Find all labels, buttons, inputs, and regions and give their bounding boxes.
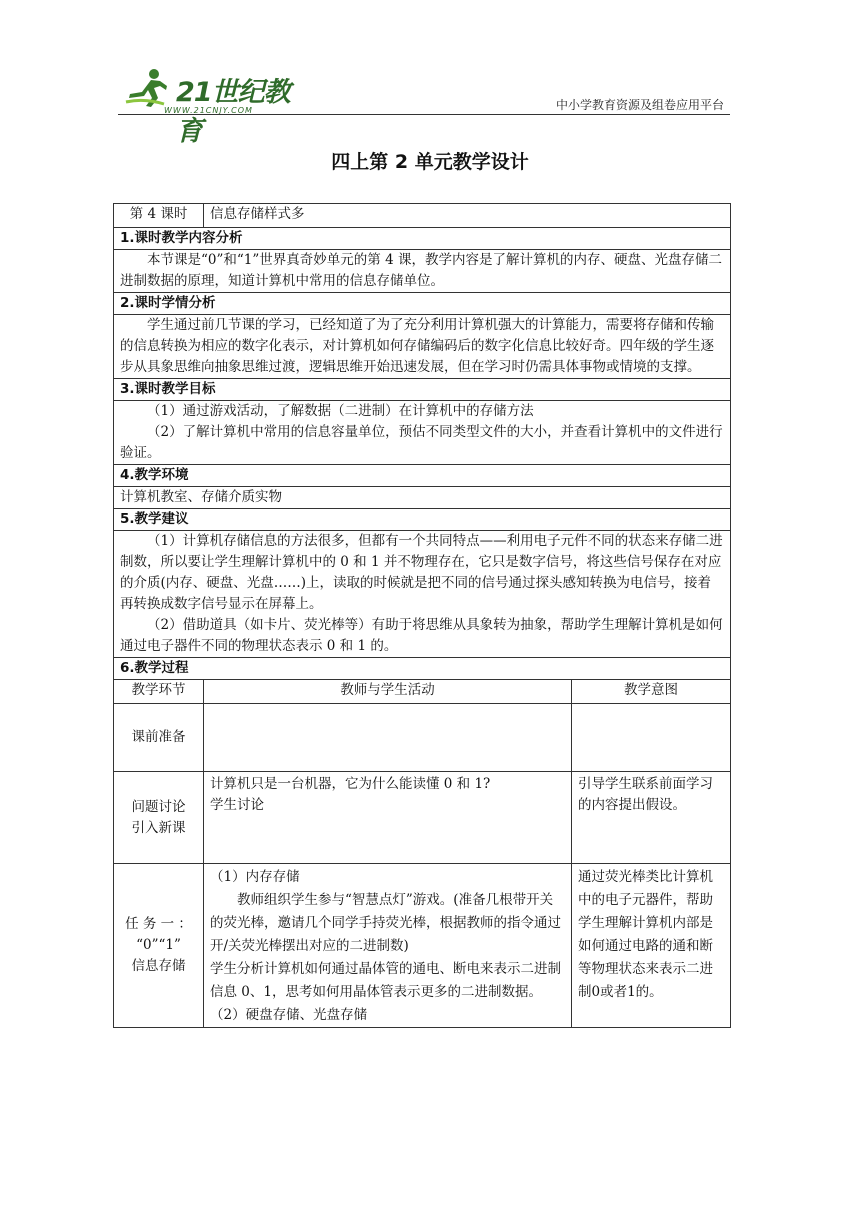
row3-activity-sub1: （1）内存存储 [210, 869, 300, 885]
row2-activity-line1: 计算机只是一台机器，它为什么能读懂 0 和 1? [210, 776, 491, 792]
row3-stage-line1: 任 务 一 ： [125, 916, 192, 932]
sec2-body-cell [114, 315, 731, 379]
sec5-item1: （1）计算机存储信息的方法很多，但都有一个共同特点——利用电子元件不同的状态来存储二进制数，所以要让学生理解计算机中的 0 和 1 并不物理存在，它只是数字信号，将这些信号保存在对应的介质(内存、硬盘、光盘……)上，读取的时候就是把不同的信号通过探头感知转换为电信号，接着再转换成数字信号显示在屏幕上。 [120, 533, 723, 612]
sec2-body: 学生通过前几节课的学习，已经知道了为了充分利用计算机强大的计算能力，需要将存储和传输的信息转换为相应的数字化表示，对计算机如何存储编码后的数字化信息比较好奇。四年级的学生逐步从具象思维向抽象思维过渡，逻辑思维开始迅速发展，但在学习时仍需具体事物或情境的支撑。 [120, 317, 714, 375]
row2-stage-line2: 引入新课 [131, 819, 186, 836]
row2-intent: 引导学生联系前面学习的内容提出假设。 [572, 772, 731, 864]
lesson-name: 信息存储样式多 [204, 204, 731, 228]
page-header [118, 62, 730, 147]
header-divider [118, 114, 730, 115]
sec3-heading: 3.课时教学目标 [114, 379, 731, 401]
row3-activity-p1: 教师组织学生参与“智慧点灯”游戏。(准备几根带开关的荧光棒，邀请几个同学手持荧光棒，根据教师的指令通过开/关荧光棒摆出对应的二进制数) [210, 892, 561, 954]
sec3-item1: （1）通过游戏活动，了解数据（二进制）在计算机中的存储方法 [147, 403, 534, 419]
sec5-heading: 5.教学建议 [114, 509, 731, 531]
row3-activity [204, 864, 572, 1028]
runner-logo-icon [124, 68, 168, 108]
sec5-item2: （2）借助道具（如卡片、荧光棒等）有助于将思维从具象转为抽象，帮助学生理解计算机是如何通过电子器件不同的物理状态表示 0 和 1 的。 [120, 617, 723, 654]
sec2-heading: 2.课时学情分析 [114, 293, 731, 315]
col-activity-header: 教师与学生活动 [204, 680, 572, 704]
sec1-body: 本节课是“0”和“1”世界真奇妙单元的第 4 课，教学内容是了解计算机的内存、硬盘、光盘存储二进制数据的原理，知道计算机中常用的信息存储单位。 [120, 252, 722, 289]
lesson-period: 第 4 课时 [114, 204, 204, 228]
row2-activity-line2: 学生讨论 [210, 797, 264, 813]
row3-stage [114, 864, 204, 1028]
logo [124, 68, 304, 147]
sec3-item2: （2）了解计算机中常用的信息容量单位，预估不同类型文件的大小，并查看计算机中的文件进行验证。 [120, 424, 723, 461]
row1-intent [572, 704, 731, 772]
sec5-body-cell [114, 531, 731, 658]
row1-activity [204, 704, 572, 772]
sec4-body: 计算机教室、存储介质实物 [114, 487, 731, 509]
sec6-heading: 6.教学过程 [114, 658, 731, 680]
row3-intent: 通过荧光棒类比计算机中的电子元器件，帮助学生理解计算机内部是如何通过电路的通和断等物理状态来表示二进制0或者1的。 [572, 864, 731, 1028]
row1-stage: 课前准备 [114, 704, 204, 772]
col-intent-header: 教学意图 [572, 680, 731, 704]
sec4-heading: 4.教学环境 [114, 465, 731, 487]
col-stage-header: 教学环节 [114, 680, 204, 704]
logo-text: 21世纪教育 [176, 77, 290, 147]
row2-stage [114, 772, 204, 864]
row2-stage-line1: 问题讨论 [131, 798, 186, 815]
row3-activity-sub2: （2）硬盘存储、光盘存储 [210, 1007, 368, 1023]
sec1-heading: 1.课时教学内容分析 [114, 228, 731, 250]
row2-activity [204, 772, 572, 864]
row3-stage-line2: “0”“1” [136, 937, 181, 953]
row3-stage-line3: 信息存储 [131, 958, 186, 974]
lesson-table [113, 203, 731, 1028]
platform-name: 中小学教育资源及组卷应用平台 [555, 98, 724, 112]
row3-activity-p2: 学生分析计算机如何通过晶体管的通电、断电来表示二进制信息 0、1，思考如何用晶体管表示更多的二进制数据。 [210, 961, 561, 1000]
sec3-body-cell [114, 401, 731, 465]
logo-url: WWW.21CNJY.COM [164, 106, 253, 115]
page-title: 四上第 2 单元教学设计 [331, 151, 529, 173]
sec1-body-cell [114, 250, 731, 293]
